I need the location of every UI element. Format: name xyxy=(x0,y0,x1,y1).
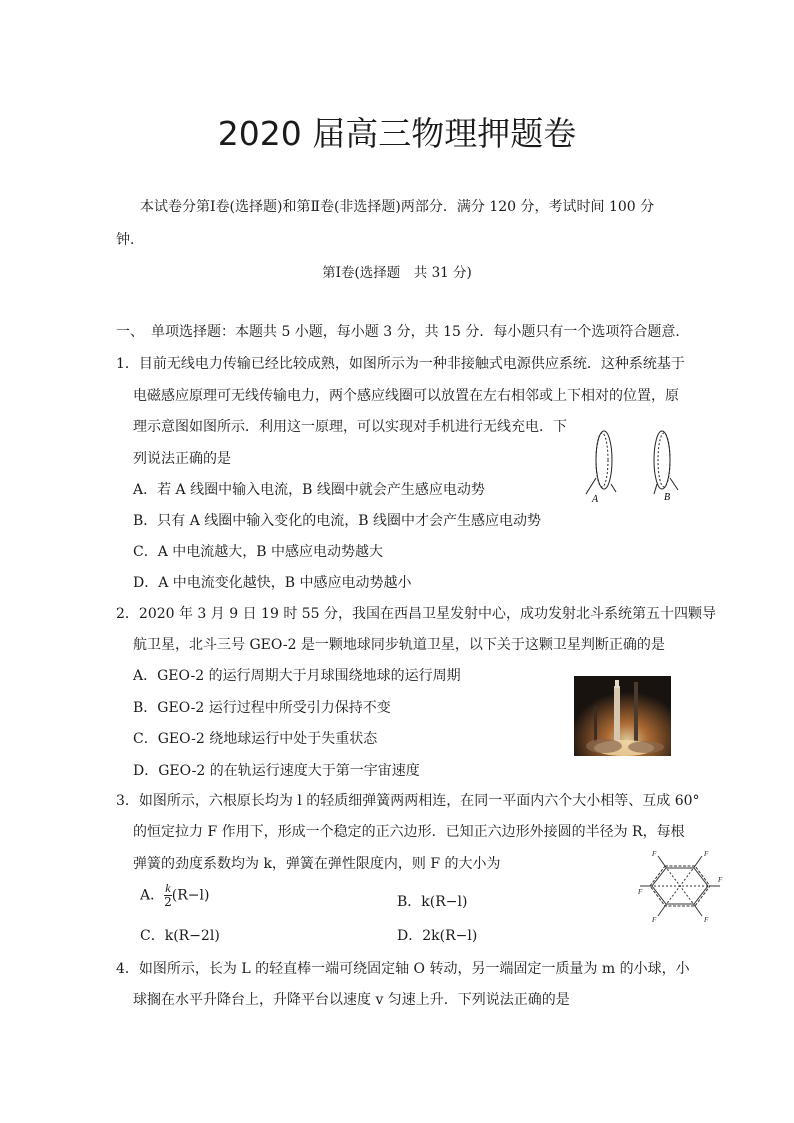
q2-option-b: B．GEO-2 运行过程中所受引力保持不变 xyxy=(133,700,391,716)
q1-option-c: C．A 中电流越大，B 中感应电动势越大 xyxy=(133,544,384,560)
force-label-1: F xyxy=(652,850,657,858)
q3-option-d: D．2k(R−l) xyxy=(397,928,478,944)
q1-option-b: B．只有 A 线圈中输入变化的电流，B 线圈中才会产生感应电动势 xyxy=(133,513,542,529)
force-label-5: F xyxy=(652,916,657,924)
q2-line-1: 2．2020 年 3 月 9 日 19 时 55 分，我国在西昌卫星发射中心，成功发射北斗系统第五十四颗导 xyxy=(116,606,717,622)
q1-option-d: D．A 中电流变化越快，B 中感应电动势越小 xyxy=(133,575,412,591)
coil-b-label: B xyxy=(664,492,671,503)
q3-line-1: 3．如图所示，六根原长均为 l 的轻质细弹簧两两相连，在同一平面内六个大小相等、互成 60° xyxy=(116,793,700,809)
q3-option-b: B．k(R−l) xyxy=(397,894,468,910)
q3-line-3: 弹簧的劲度系数均为 k，弹簧在弹性限度内，则 F 的大小为 xyxy=(133,856,501,872)
section-1-heading: 一、 单项选择题：本题共 5 小题，每小题 3 分，共 15 分．每小题只有一个选项符合题意． xyxy=(116,324,690,340)
force-label-4: F xyxy=(704,916,709,924)
q1-option-a: A．若 A 线圈中输入电流，B 线圈中就会产生感应电动势 xyxy=(133,482,485,498)
coil-a-label: A xyxy=(592,494,599,505)
q1-line-1: 1．目前无线电力传输已经比较成熟，如图所示为一种非接触式电源供应系统．这种系统基于 xyxy=(116,356,685,372)
q2-line-2: 航卫星，北斗三号 GEO-2 是一颗地球同步轨道卫星，以下关于这颗卫星判断正确的是 xyxy=(133,637,665,653)
q3-option-c: C．k(R−2l) xyxy=(140,928,220,944)
q1-line-2: 电磁感应原理可无线传输电力，两个感应线圈可以放置在左右相邻或上下相对的位置，原 xyxy=(133,388,679,404)
q4-line-1: 4．如图所示，长为 L 的轻直棒一端可绕固定轴 O 转动，另一端固定一质量为 m 的小球，小 xyxy=(116,961,690,977)
q2-option-d: D．GEO-2 的在轨运行速度大于第一宇宙速度 xyxy=(133,763,420,779)
q4-line-2: 球搁在水平升降台上，升降平台以速度 v 匀速上升．下列说法正确的是 xyxy=(133,992,570,1008)
q1-line-4: 列说法正确的是 xyxy=(133,451,231,467)
rocket-launch-photo xyxy=(574,676,671,756)
q2-option-a: A．GEO-2 的运行周期大于月球围绕地球的运行周期 xyxy=(133,668,461,684)
force-label-6: F xyxy=(638,888,643,896)
q2-option-c: C．GEO-2 绕地球运行中处于失重状态 xyxy=(133,731,378,747)
intro-line-1: 本试卷分第Ⅰ卷(选择题)和第Ⅱ卷(非选择题)两部分．满分 120 分，考试时间 100 分 xyxy=(140,199,655,215)
force-label-2: F xyxy=(704,850,709,858)
q3-line-2: 的恒定拉力 F 作用下，形成一个稳定的正六边形．已知正六边形外接圆的半径为 R，每根 xyxy=(133,824,685,840)
force-label-3: F xyxy=(718,876,723,884)
intro-line-2: 钟． xyxy=(116,232,144,248)
hexagon-spring-figure xyxy=(636,848,726,924)
exam-title: 2020 届高三物理押题卷 xyxy=(217,114,577,153)
q1-line-3: 理示意图如图所示．利用这一原理，可以实现对手机进行无线充电．下 xyxy=(133,419,567,435)
part-1-heading: 第Ⅰ卷(选择题 共 31 分) xyxy=(322,265,472,281)
q3-option-a: A． $\frac{k}{2}$ (R−l) xyxy=(140,881,210,909)
coils-figure xyxy=(582,426,692,506)
